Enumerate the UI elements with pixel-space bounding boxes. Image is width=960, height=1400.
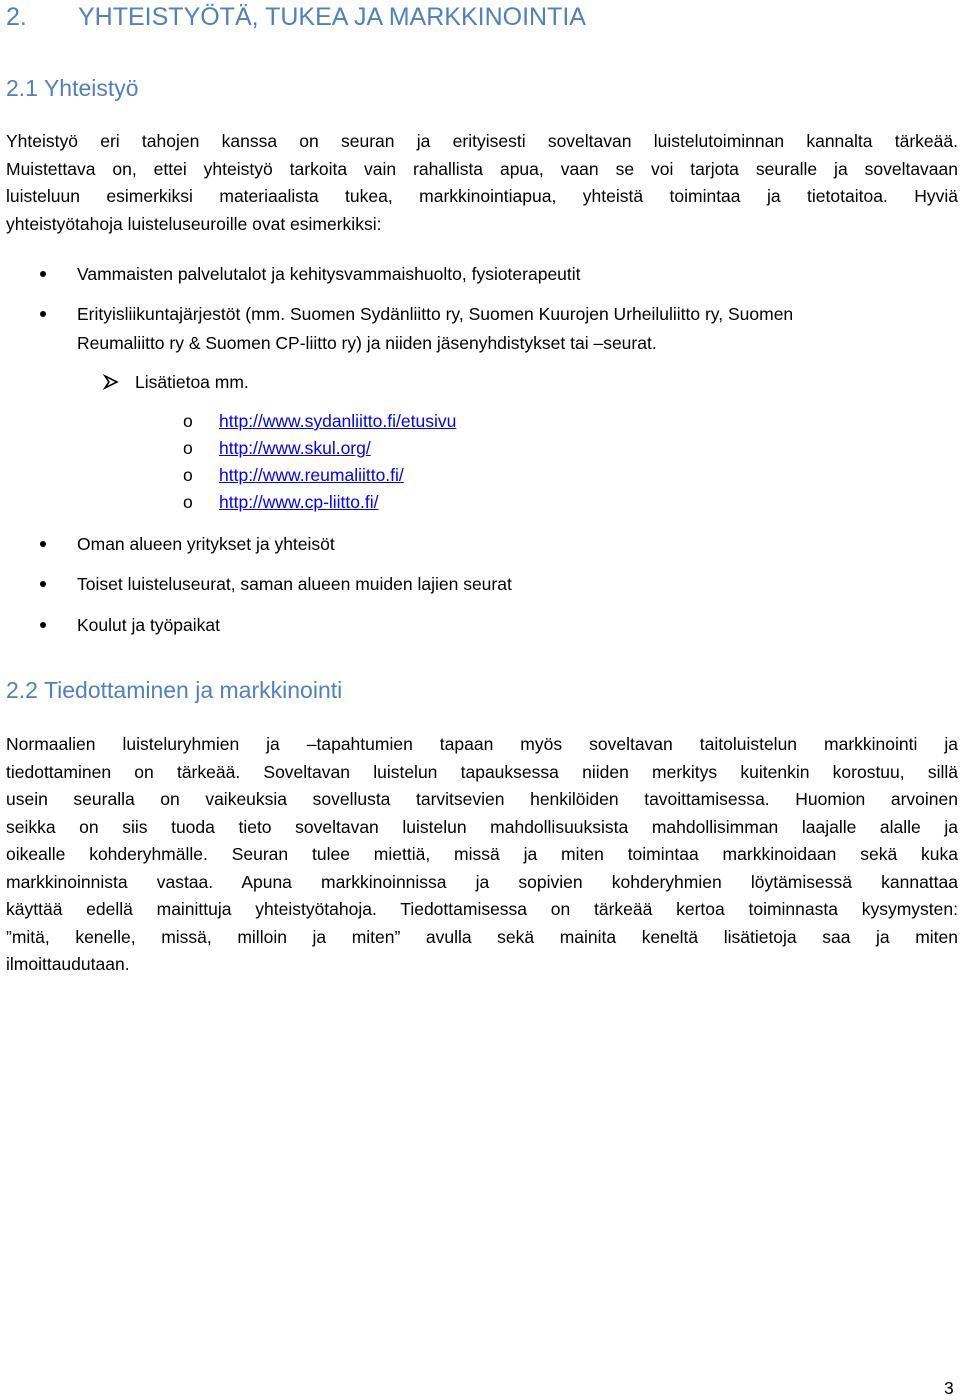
bullet-icon (40, 271, 46, 277)
paragraph-line: yhteistyötahoja luisteluseuroille ovat esimerkiksi: (6, 213, 382, 234)
paragraph-line: ”mitä, kenelle, missä, milloin ja miten” avulla sekä mainita keneltä lisätietoja saa ja miten (6, 926, 958, 947)
paragraph-line: oikealle kohderyhmälle. Seuran tulee miettiä, missä ja miten toimintaa markkinoidaan sekä kuka (6, 844, 958, 864)
list-marker: o (183, 492, 193, 512)
link-cp-liitto[interactable]: http://www.cp-liitto.fi/ (219, 492, 379, 512)
page-number: 3 (944, 1378, 954, 1398)
subsection-heading-cooperation: 2.1 Yhteistyö (6, 75, 139, 101)
paragraph-line: markkinoinnista vastaa. Apuna markkinoinnissa ja sopivien kohderyhmien löytämisessä kannattaa (6, 871, 958, 892)
bullet-icon (40, 622, 46, 628)
section-number: 2. (6, 3, 27, 31)
list-item-text: Erityisliikuntajärjestöt (mm. Suomen Sydänliitto ry, Suomen Kuurojen Urheiluliitto ry, Suomen (77, 304, 794, 324)
paragraph-line: Normaalien luisteluryhmien ja –tapahtumien tapaan myös soveltavan taitoluistelun markkinointi ja (6, 734, 958, 754)
list-item-text: Koulut ja työpaikat (77, 615, 221, 635)
list-item-text: Vammaisten palvelutalot ja kehitysvammaishuolto, fysioterapeutit (77, 264, 581, 284)
paragraph-line: Yhteistyö eri tahojen kanssa on seuran ja erityisesti soveltavan luistelutoiminnan kannalta tärkeää. (6, 131, 958, 151)
link-skul[interactable]: http://www.skul.org/ (219, 438, 371, 458)
paragraph-line: luisteluun esimerkiksi materiaalista tukea, markkinointiapua, yhteistä toimintaa ja tietotaitoa. Hyviä (6, 186, 958, 206)
list-item-text: Oman alueen yritykset ja yhteisöt (77, 534, 335, 554)
link-sydanliitto[interactable]: http://www.sydanliitto.fi/etusivu (219, 411, 457, 431)
paragraph-line: ilmoittaudutaan. (6, 954, 130, 974)
paragraph-line: Muistettava on, ettei yhteistyö tarkoita vain rahallista apua, vaan se voi tarjota seuralle ja soveltavaan (6, 158, 958, 179)
bullet-icon (40, 311, 46, 317)
subsection-heading-marketing: 2.2 Tiedottaminen ja markkinointi (6, 677, 343, 703)
marketing-paragraph (6, 731, 958, 979)
link-reumaliitto[interactable]: http://www.reumaliitto.fi/ (219, 465, 404, 485)
paragraph-line: usein seuralla on vaikeuksia sovellusta tarvitsevien henkilöiden tavoittamisessa. Huomion arvoinen (6, 789, 958, 809)
paragraph-line: käyttää edellä mainittuja yhteistyötahoja. Tiedottamisessa on tärkeää kertoa toiminnasta kysymysten: (6, 899, 958, 919)
bullet-icon (40, 581, 46, 587)
arrow-right-icon (103, 374, 119, 390)
cooperation-paragraph (6, 128, 958, 238)
bullet-icon (40, 541, 46, 547)
section-heading (6, 2, 586, 32)
list-marker: o (183, 411, 193, 431)
more-info-label: Lisätietoa mm. (135, 372, 249, 392)
paragraph-line: seikka on siis tuoda tieto soveltavan luistelun mahdollisuuksista mahdollisimman laajalle alalle ja (6, 816, 958, 837)
list-marker: o (183, 438, 193, 458)
list-marker: o (183, 465, 193, 485)
paragraph-line: tiedottaminen on tärkeää. Soveltavan luistelun tapauksessa niiden merkitys kuitenkin korostuu, sillä (6, 761, 958, 782)
section-title: YHTEISTYÖTÄ, TUKEA JA MARKKINOINTIA (78, 3, 586, 31)
list-item-text: Reumaliitto ry & Suomen CP-liitto ry) ja niiden jäsenyhdistykset tai –seurat. (77, 333, 657, 353)
list-item-text: Toiset luisteluseurat, saman alueen muiden lajien seurat (77, 574, 512, 594)
